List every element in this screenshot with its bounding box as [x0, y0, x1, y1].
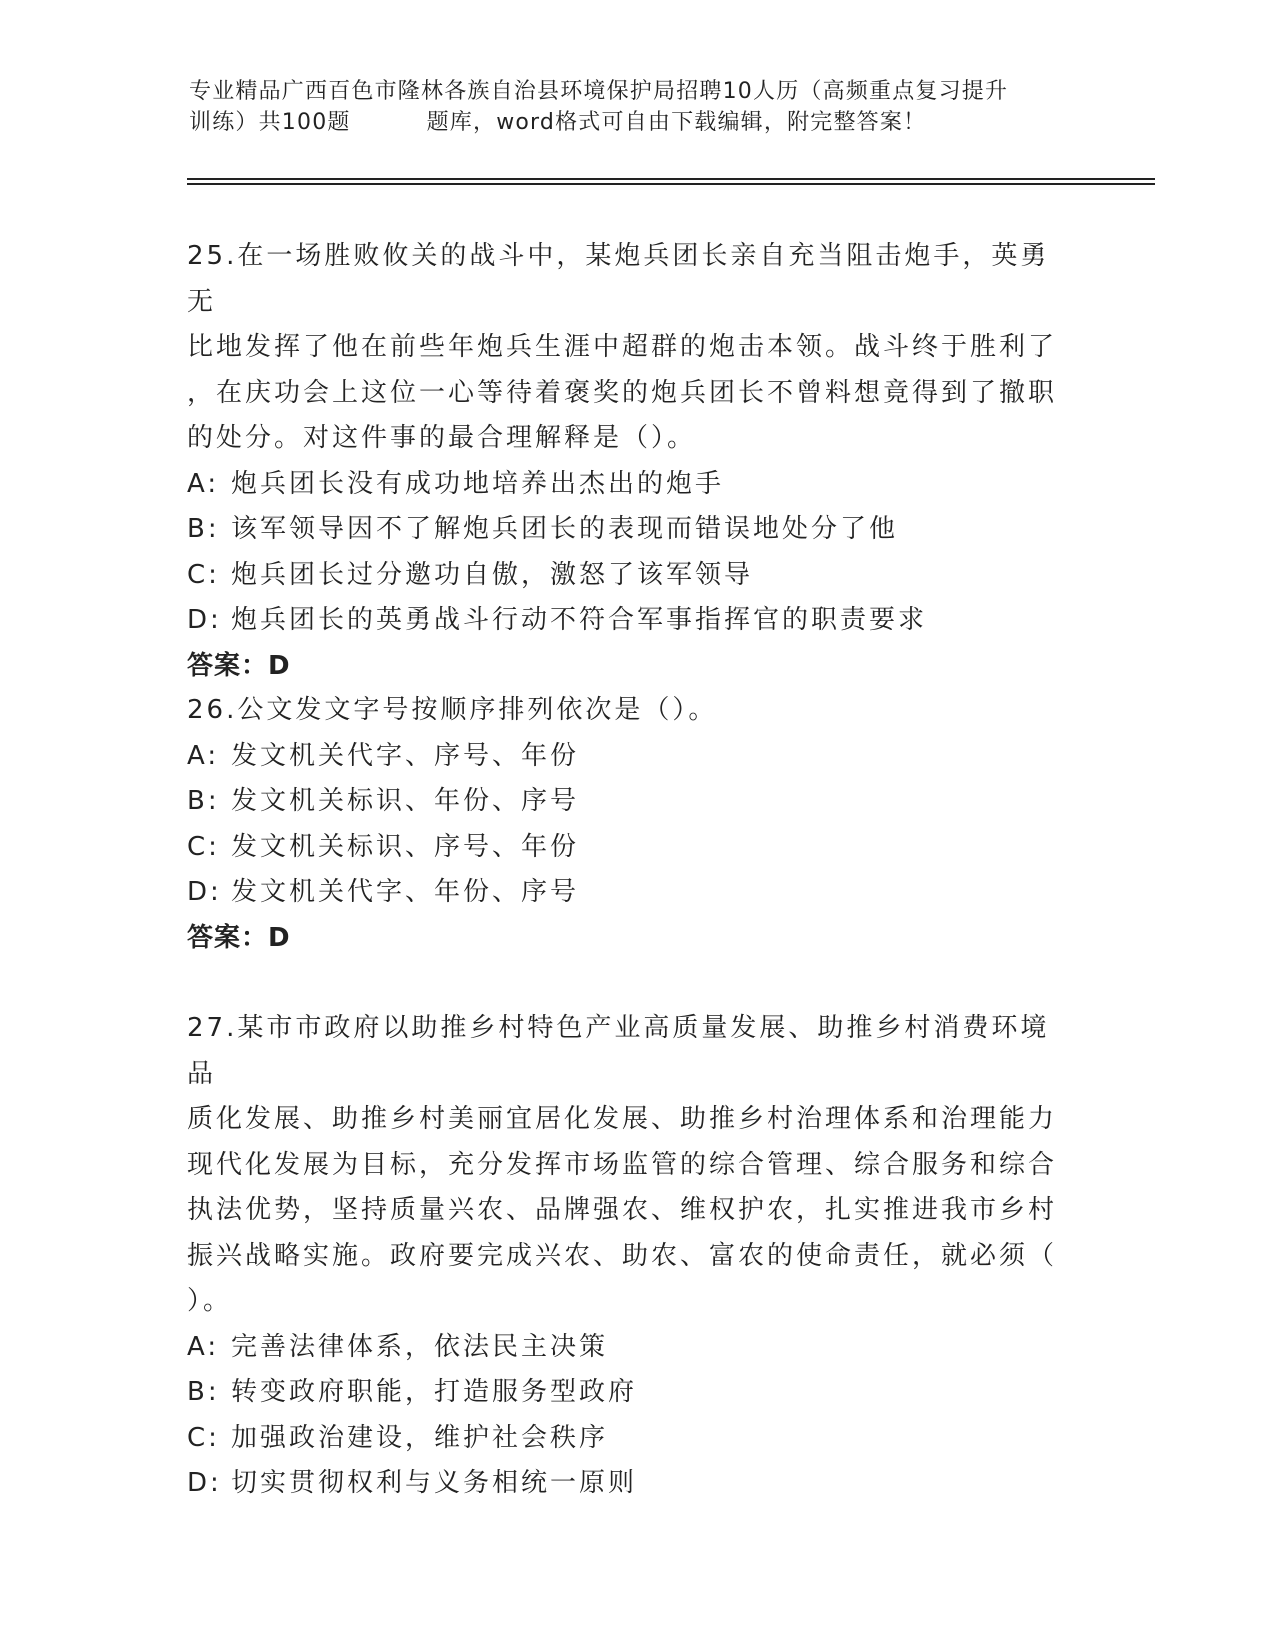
question-25: [187, 234, 1077, 689]
header-line-1: 专业精品广西百色市隆林各族自治县环境保护局招聘10人历（高频重点复习提升: [189, 79, 1009, 104]
option-text: 完善法律体系，依法民主决策: [231, 1331, 609, 1362]
question-stem-line: 振兴战略实施。政府要完成兴农、助农、富农的使命责任，就必须（: [187, 1240, 1058, 1271]
question-stem-line: ）。: [187, 1286, 233, 1316]
question-stem-line: 27.某市市政府以助推乡村特色产业高质量发展、助推乡村消费环境品: [187, 1013, 1050, 1089]
answer-line: 答案：D: [187, 650, 291, 681]
option-c: [187, 825, 1077, 871]
option-text: 炮兵团长没有成功地培养出杰出的炮手: [231, 468, 725, 499]
option-key: B:: [187, 786, 220, 816]
option-a: [187, 734, 1077, 780]
question-stem-line: ，在庆功会上这位一心等待着褒奖的炮兵团长不曾料想竟得到了撤职: [187, 377, 1058, 408]
document-header: [189, 76, 1089, 138]
option-text: 转变政府职能，打造服务型政府: [231, 1377, 638, 1407]
header-divider-bottom: [187, 183, 1155, 185]
question-stem-line: 26.公文发文字号按顺序排列依次是（）。: [187, 695, 718, 725]
option-key: A:: [187, 740, 220, 771]
option-key: C:: [187, 831, 220, 862]
option-key: C:: [187, 1422, 220, 1453]
option-c: [187, 553, 1077, 599]
option-text: 该军领导因不了解炮兵团长的表现而错误地处分了他: [231, 514, 899, 544]
option-key: B:: [187, 514, 220, 544]
option-text: 发文机关代字、年份、序号: [231, 877, 580, 907]
header-line-2-part-2: 题库，word格式可自由下载编辑，附完整答案！: [426, 110, 927, 135]
question-27: [187, 1006, 1077, 1507]
question-stem-line: 的处分。对这件事的最合理解释是（）。: [187, 423, 697, 453]
question-stem-line: 25.在一场胜败攸关的战斗中，某炮兵团长亲自充当阻击炮手，英勇无: [187, 241, 1050, 317]
option-key: D:: [187, 877, 222, 907]
question-stem-line: 执法优势，坚持质量兴农、品牌强农、维权护农，扎实推进我市乡村: [187, 1195, 1058, 1225]
option-d: [187, 1461, 1077, 1507]
option-key: C:: [187, 559, 220, 590]
question-26: [187, 688, 1077, 961]
option-key: D:: [187, 605, 222, 635]
question-stem-line: 现代化发展为目标，充分发挥市场监管的综合管理、综合服务和综合: [187, 1149, 1058, 1180]
option-b: [187, 779, 1077, 825]
option-b: [187, 1370, 1077, 1416]
option-a: [187, 462, 1077, 508]
header-line-2: [189, 107, 1089, 138]
answer-line: 答案：D: [187, 922, 291, 953]
question-stem-line: 比地发挥了他在前些年炮兵生涯中超群的炮击本领。战斗终于胜利了: [187, 332, 1058, 362]
option-text: 发文机关标识、年份、序号: [231, 786, 580, 816]
option-d: [187, 870, 1077, 916]
option-key: D:: [187, 1468, 222, 1498]
option-c: [187, 1416, 1077, 1462]
option-text: 加强政治建设，维护社会秩序: [231, 1422, 609, 1453]
option-b: [187, 507, 1077, 553]
option-text: 切实贯彻权利与义务相统一原则: [231, 1468, 638, 1498]
option-key: B:: [187, 1377, 220, 1407]
option-text: 炮兵团长的英勇战斗行动不符合军事指挥官的职责要求: [231, 605, 928, 635]
option-a: [187, 1325, 1077, 1371]
option-key: A:: [187, 1331, 220, 1362]
option-text: 发文机关标识、序号、年份: [231, 831, 580, 862]
question-stem-line: 质化发展、助推乡村美丽宜居化发展、助推乡村治理体系和治理能力: [187, 1104, 1058, 1134]
option-key: A:: [187, 468, 220, 499]
option-text: 发文机关代字、序号、年份: [231, 740, 580, 771]
header-divider-top: [187, 178, 1155, 180]
header-line-2-part-1: 训练）共100题: [189, 110, 351, 135]
option-text: 炮兵团长过分邀功自傲，激怒了该军领导: [231, 559, 754, 590]
option-d: [187, 598, 1077, 644]
